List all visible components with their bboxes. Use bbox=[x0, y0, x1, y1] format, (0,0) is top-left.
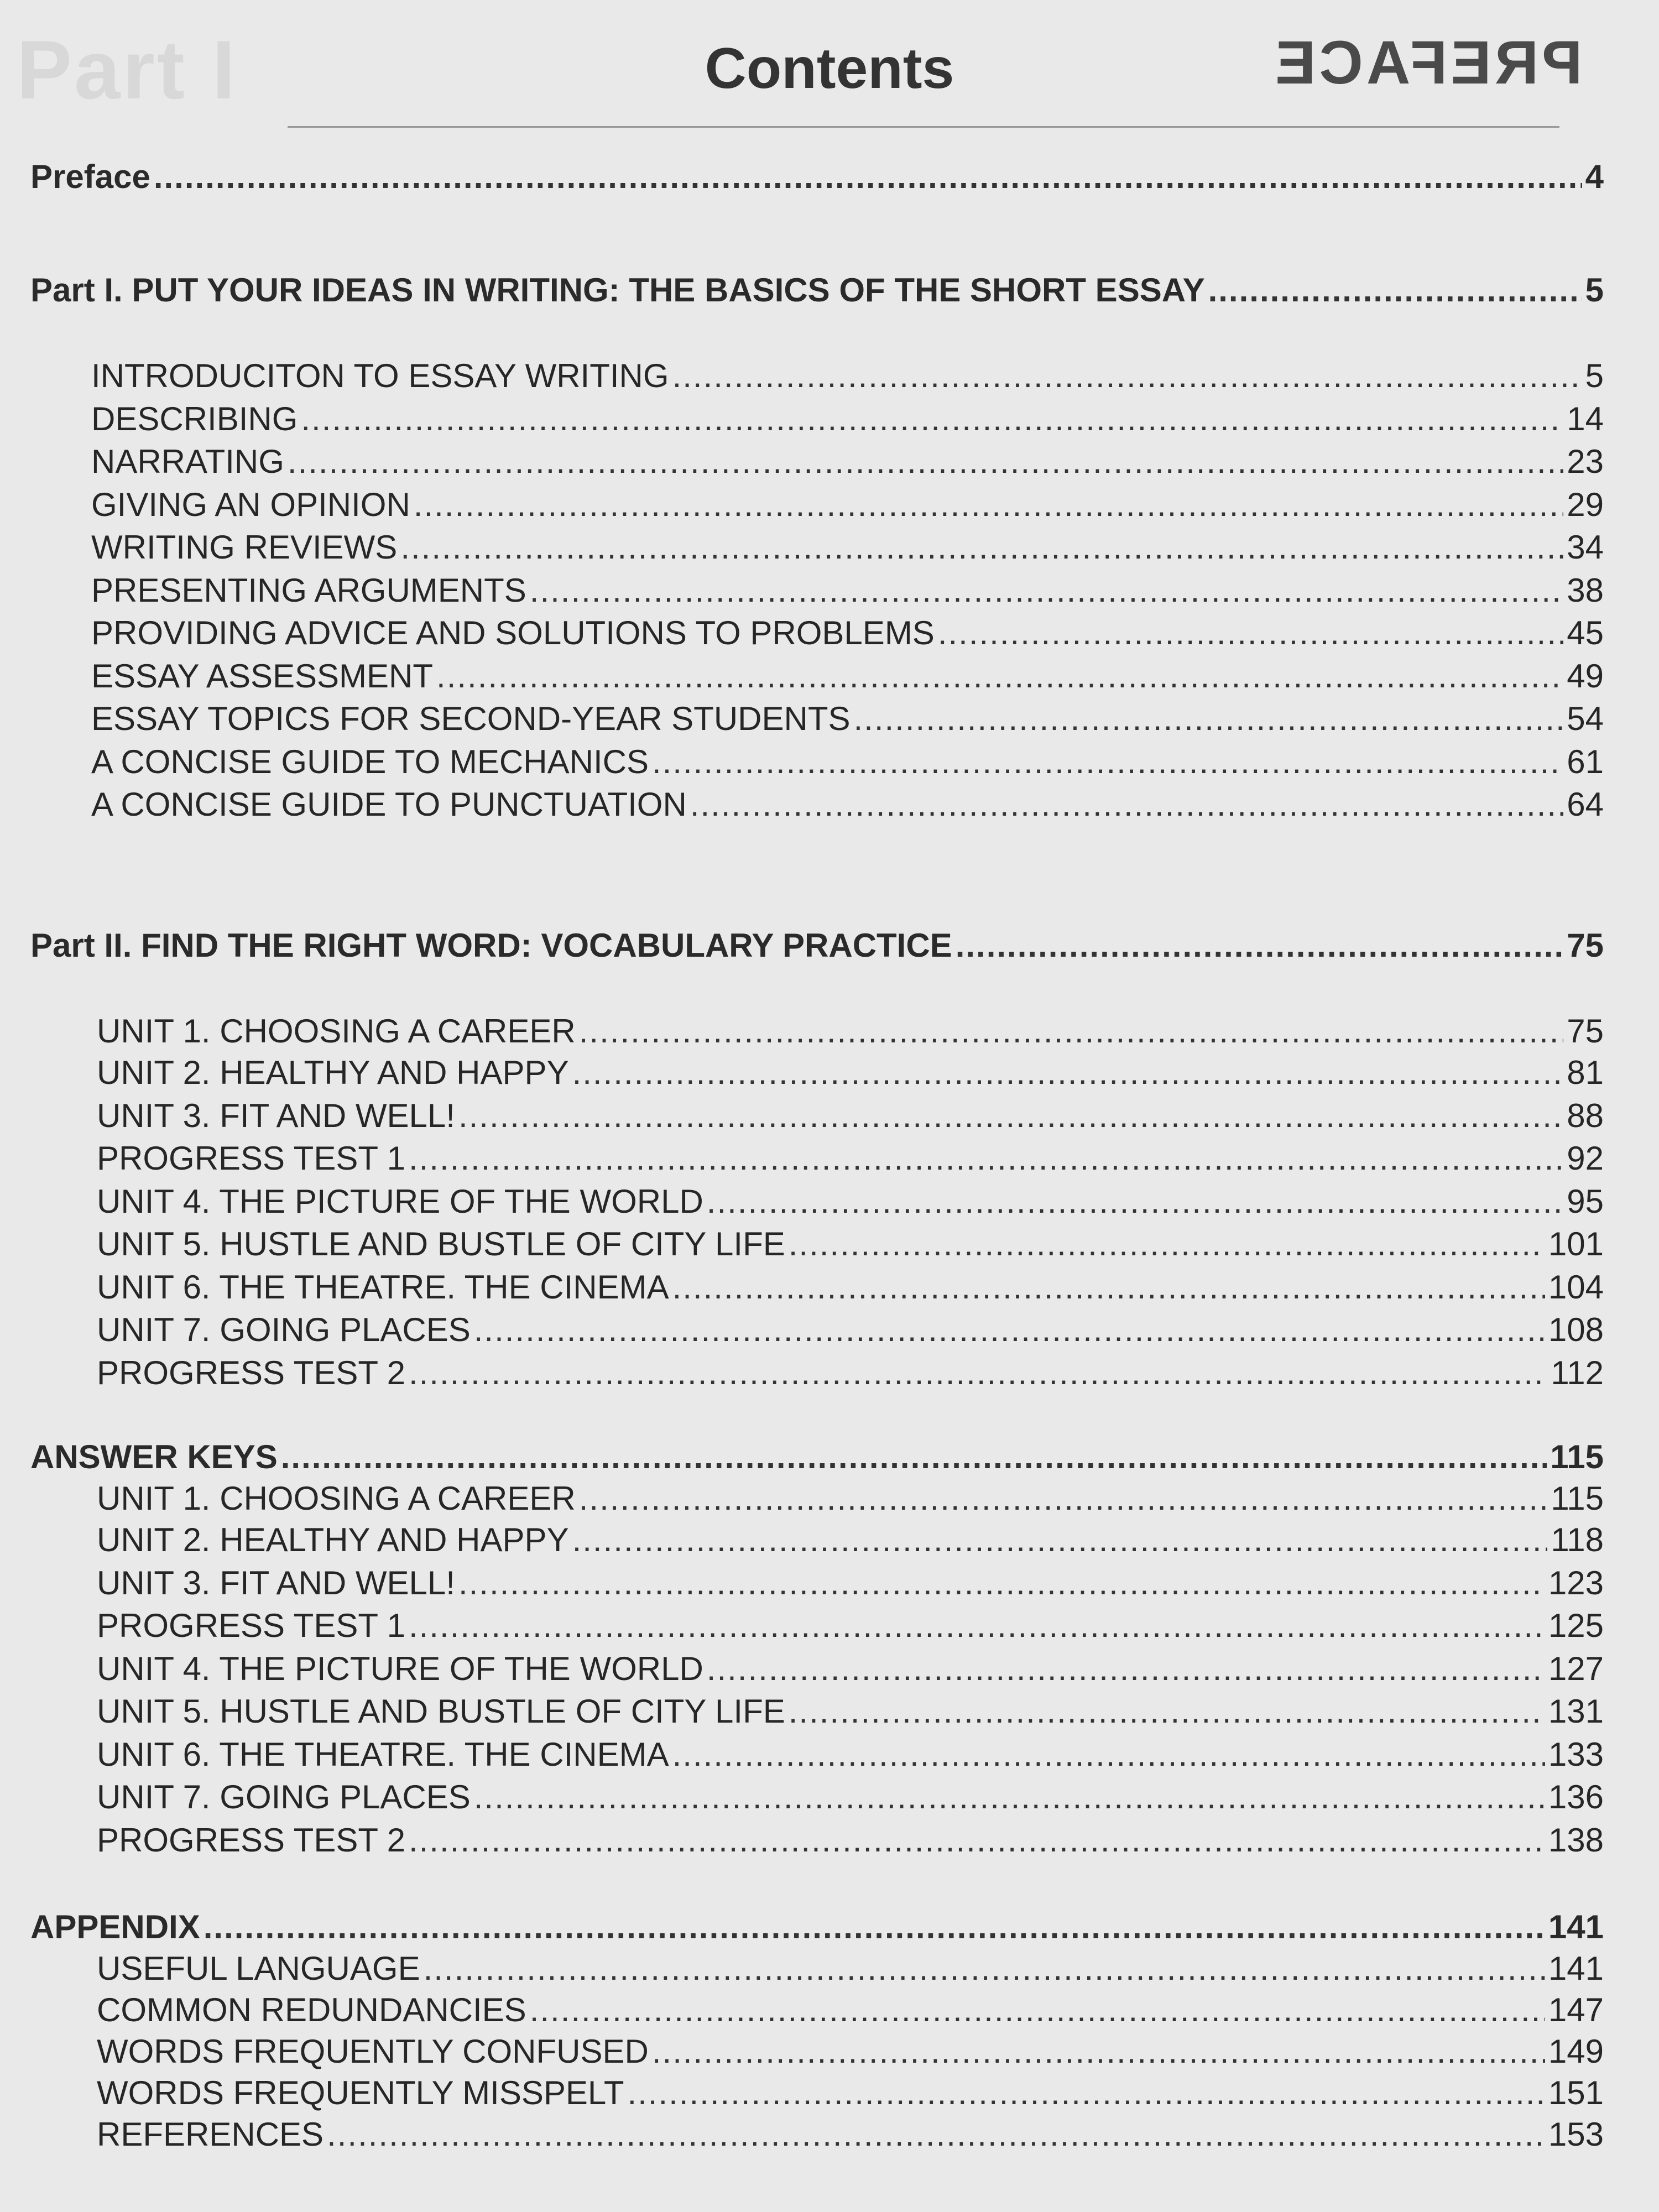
toc-dot-leader bbox=[652, 2032, 1545, 2070]
toc-page-number: 136 bbox=[1548, 1778, 1604, 1815]
toc-entry-label: COMMON REDUNDANCIES bbox=[97, 1991, 526, 2028]
toc-entry bbox=[97, 1354, 1604, 1392]
toc-dot-leader bbox=[409, 1139, 1563, 1177]
toc-section-entry bbox=[30, 271, 1604, 309]
toc-entry-label: PROGRESS TEST 1 bbox=[97, 1140, 405, 1177]
toc-section-entry bbox=[30, 1908, 1604, 1946]
toc-dot-leader bbox=[707, 1650, 1545, 1688]
toc-entry-label: WRITING REVIEWS bbox=[91, 529, 398, 566]
toc-dot-leader bbox=[301, 400, 1563, 438]
toc-entry bbox=[91, 442, 1604, 481]
toc-page-number: 141 bbox=[1548, 1908, 1604, 1945]
toc-entry-label: A CONCISE GUIDE TO MECHANICS bbox=[91, 743, 649, 780]
toc-entry-label: ESSAY ASSESSMENT bbox=[91, 658, 434, 695]
toc-dot-leader bbox=[956, 926, 1564, 964]
toc-dot-leader bbox=[1208, 271, 1582, 309]
toc-dot-leader bbox=[579, 1479, 1548, 1517]
toc-page-number: 45 bbox=[1567, 614, 1604, 651]
toc-dot-leader bbox=[672, 1268, 1545, 1306]
toc-page-number: 149 bbox=[1548, 2033, 1604, 2070]
toc-entry bbox=[97, 1311, 1604, 1349]
toc-dot-leader bbox=[938, 614, 1563, 652]
toc-entry bbox=[97, 1053, 1604, 1092]
toc-entry-label: WORDS FREQUENTLY MISSPELT bbox=[97, 2074, 624, 2111]
toc-dot-leader bbox=[707, 1182, 1563, 1220]
toc-entry-label: NARRATING bbox=[91, 443, 284, 480]
toc-entry bbox=[91, 400, 1604, 438]
toc-entry bbox=[97, 2115, 1604, 2153]
toc-page-number: 5 bbox=[1585, 357, 1604, 394]
toc-dot-leader bbox=[530, 1991, 1545, 2029]
toc-entry-label: UNIT 1. CHOOSING A CAREER bbox=[97, 1480, 576, 1517]
toc-entry-label: UNIT 4. THE PICTURE OF THE WORLD bbox=[97, 1183, 703, 1220]
toc-entry-label: UNIT 6. THE THEATRE. THE CINEMA bbox=[97, 1736, 669, 1773]
toc-entry-label: Part I. PUT YOUR IDEAS IN WRITING: THE BASICS OF THE SHORT ESSAY bbox=[30, 272, 1205, 309]
toc-page-number: 61 bbox=[1567, 743, 1604, 780]
toc-entry bbox=[91, 614, 1604, 652]
toc-dot-leader bbox=[288, 442, 1563, 481]
toc-page-number: 64 bbox=[1567, 786, 1604, 823]
toc-section-entry bbox=[30, 158, 1604, 196]
toc-dot-leader bbox=[572, 1053, 1564, 1092]
toc-page-number: 147 bbox=[1548, 1991, 1604, 2028]
toc-dot-leader bbox=[854, 700, 1564, 738]
toc-page-number: 112 bbox=[1551, 1354, 1604, 1391]
toc-entry-label: Part II. FIND THE RIGHT WORD: VOCABULARY PRACTICE bbox=[30, 927, 952, 964]
toc-entry-label: PROVIDING ADVICE AND SOLUTIONS TO PROBLEMS bbox=[91, 614, 935, 651]
toc-page-number: 29 bbox=[1567, 486, 1604, 523]
toc-entry-label: USEFUL LANGUAGE bbox=[97, 1950, 420, 1987]
toc-dot-leader bbox=[327, 2115, 1545, 2153]
toc-page-number: 133 bbox=[1548, 1736, 1604, 1773]
toc-entry-label: PROGRESS TEST 1 bbox=[97, 1607, 405, 1644]
toc-entry bbox=[91, 571, 1604, 609]
toc-entry-label: UNIT 1. CHOOSING A CAREER bbox=[97, 1013, 576, 1050]
toc-page-number: 5 bbox=[1585, 272, 1604, 309]
toc-entry bbox=[97, 1821, 1604, 1859]
toc-dot-leader bbox=[474, 1778, 1545, 1816]
toc-dot-leader bbox=[400, 528, 1563, 566]
toc-entry-label: INTRODUCITON TO ESSAY WRITING bbox=[91, 357, 669, 394]
toc-entry bbox=[97, 1479, 1604, 1517]
toc-entry bbox=[97, 1268, 1604, 1306]
toc-dot-leader bbox=[204, 1908, 1545, 1946]
toc-page-number: 151 bbox=[1548, 2074, 1604, 2111]
toc-page-number: 38 bbox=[1567, 572, 1604, 609]
toc-page-number: 123 bbox=[1548, 1564, 1604, 1601]
toc-dot-leader bbox=[409, 1821, 1545, 1859]
toc-dot-leader bbox=[652, 743, 1563, 781]
toc-entry-label: UNIT 7. GOING PLACES bbox=[97, 1311, 471, 1348]
toc-entry-label: PROGRESS TEST 2 bbox=[97, 1822, 405, 1859]
toc-page-number: 81 bbox=[1567, 1054, 1604, 1091]
toc-entry bbox=[91, 486, 1604, 524]
toc-entry bbox=[91, 743, 1604, 781]
header-divider bbox=[288, 126, 1559, 128]
toc-entry bbox=[97, 1225, 1604, 1263]
toc-entry-label: UNIT 4. THE PICTURE OF THE WORLD bbox=[97, 1650, 703, 1687]
toc-entry-label: PRESENTING ARGUMENTS bbox=[91, 572, 526, 609]
toc-page-number: 75 bbox=[1567, 927, 1604, 964]
toc-page-number: 95 bbox=[1567, 1183, 1604, 1220]
toc-dot-leader bbox=[672, 1735, 1545, 1773]
toc-page-number: 118 bbox=[1551, 1521, 1604, 1558]
toc-dot-leader bbox=[424, 1949, 1545, 1987]
preface-mirror-heading: PREFACE bbox=[1272, 29, 1583, 97]
toc-page-number: 75 bbox=[1567, 1013, 1604, 1050]
toc-dot-leader bbox=[579, 1012, 1563, 1050]
toc-page-number: 49 bbox=[1567, 658, 1604, 695]
page-title: Contents bbox=[705, 36, 954, 101]
toc-page-number: 92 bbox=[1567, 1140, 1604, 1177]
toc-entry bbox=[97, 1521, 1604, 1559]
toc-dot-leader bbox=[530, 571, 1563, 609]
toc-dot-leader bbox=[789, 1692, 1545, 1730]
toc-entry bbox=[97, 2032, 1604, 2070]
toc-entry-label: UNIT 3. FIT AND WELL! bbox=[97, 1097, 455, 1134]
toc-entry bbox=[97, 2074, 1604, 2112]
toc-dot-leader bbox=[458, 1564, 1545, 1602]
toc-entry-label: ANSWER KEYS bbox=[30, 1438, 278, 1475]
toc-page-number: 108 bbox=[1548, 1311, 1604, 1348]
toc-page-number: 101 bbox=[1548, 1225, 1604, 1262]
toc-page-number: 141 bbox=[1548, 1950, 1604, 1987]
toc-entry bbox=[97, 1182, 1604, 1220]
toc-entry-label: UNIT 5. HUSTLE AND BUSTLE OF CITY LIFE bbox=[97, 1225, 785, 1262]
toc-entry bbox=[91, 357, 1604, 395]
toc-entry bbox=[97, 1949, 1604, 1987]
toc-entry-label: DESCRIBING bbox=[91, 400, 298, 437]
toc-entry bbox=[97, 1735, 1604, 1773]
toc-entry-label: GIVING AN OPINION bbox=[91, 486, 410, 523]
toc-dot-leader bbox=[474, 1311, 1545, 1349]
toc-dot-leader bbox=[789, 1225, 1545, 1263]
toc-dot-leader bbox=[458, 1097, 1563, 1135]
toc-page-number: 88 bbox=[1567, 1097, 1604, 1134]
toc-entry bbox=[97, 1692, 1604, 1730]
toc-page-number: 4 bbox=[1585, 158, 1604, 195]
toc-page-number: 125 bbox=[1548, 1607, 1604, 1644]
toc-dot-leader bbox=[154, 158, 1582, 196]
toc-page-number: 115 bbox=[1550, 1438, 1604, 1475]
toc-entry bbox=[91, 700, 1604, 738]
toc-entry-label: UNIT 6. THE THEATRE. THE CINEMA bbox=[97, 1269, 669, 1306]
toc-entry bbox=[97, 1606, 1604, 1645]
toc-entry bbox=[97, 1778, 1604, 1816]
toc-dot-leader bbox=[690, 785, 1563, 823]
toc-dot-leader bbox=[409, 1606, 1545, 1645]
toc-section-entry bbox=[30, 926, 1604, 964]
toc-dot-leader bbox=[436, 657, 1563, 695]
toc-page-number: 138 bbox=[1548, 1822, 1604, 1859]
toc-entry bbox=[97, 1650, 1604, 1688]
toc-entry-label: Preface bbox=[30, 158, 150, 195]
toc-page-number: 115 bbox=[1551, 1480, 1604, 1517]
toc-entry-label: ESSAY TOPICS FOR SECOND-YEAR STUDENTS bbox=[91, 700, 851, 737]
toc-entry bbox=[97, 1097, 1604, 1135]
toc-dot-leader bbox=[281, 1438, 1547, 1476]
toc-entry-label: PROGRESS TEST 2 bbox=[97, 1354, 405, 1391]
toc-entry-label: REFERENCES bbox=[97, 2116, 324, 2153]
part-watermark: Part I bbox=[17, 23, 238, 116]
toc-dot-leader bbox=[572, 1521, 1548, 1559]
toc-entry-label: UNIT 3. FIT AND WELL! bbox=[97, 1564, 455, 1601]
toc-entry bbox=[97, 1139, 1604, 1177]
toc-entry-label: WORDS FREQUENTLY CONFUSED bbox=[97, 2033, 649, 2070]
toc-entry-label: UNIT 2. HEALTHY AND HAPPY bbox=[97, 1054, 569, 1091]
toc-dot-leader bbox=[627, 2074, 1545, 2112]
toc-page-number: 153 bbox=[1548, 2116, 1604, 2153]
toc-page-number: 34 bbox=[1567, 529, 1604, 566]
toc-page-number: 131 bbox=[1548, 1693, 1604, 1730]
toc-entry bbox=[91, 657, 1604, 695]
toc-entry-label: UNIT 7. GOING PLACES bbox=[97, 1778, 471, 1815]
toc-entry bbox=[91, 785, 1604, 823]
toc-entry-label: UNIT 2. HEALTHY AND HAPPY bbox=[97, 1521, 569, 1558]
toc-dot-leader bbox=[672, 357, 1582, 395]
toc-page-number: 54 bbox=[1567, 700, 1604, 737]
toc-entry-label: A CONCISE GUIDE TO PUNCTUATION bbox=[91, 786, 687, 823]
toc-dot-leader bbox=[414, 486, 1563, 524]
toc-section-entry bbox=[30, 1438, 1604, 1476]
toc-entry bbox=[91, 528, 1604, 566]
toc-entry-label: UNIT 5. HUSTLE AND BUSTLE OF CITY LIFE bbox=[97, 1693, 785, 1730]
toc-page-number: 23 bbox=[1567, 443, 1604, 480]
toc-entry bbox=[97, 1564, 1604, 1602]
toc-entry bbox=[97, 1012, 1604, 1050]
toc-page-number: 104 bbox=[1548, 1269, 1604, 1306]
toc-entry-label: APPENDIX bbox=[30, 1908, 200, 1945]
toc-entry bbox=[97, 1991, 1604, 2029]
toc-page-number: 127 bbox=[1548, 1650, 1604, 1687]
toc-page-number: 14 bbox=[1567, 400, 1604, 437]
toc-dot-leader bbox=[409, 1354, 1547, 1392]
